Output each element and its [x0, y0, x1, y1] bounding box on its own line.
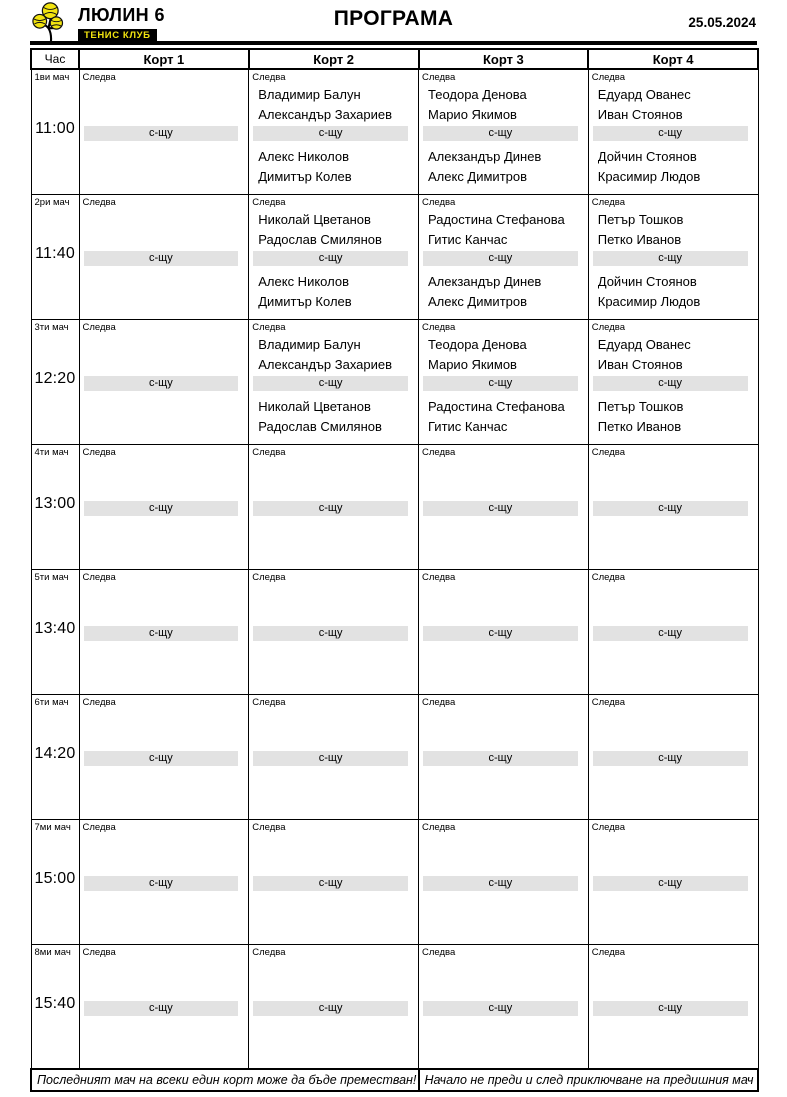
versus-bar: с-щу: [84, 1001, 239, 1016]
time-cell: [31, 319, 79, 444]
match-cell-court-2: [249, 694, 419, 819]
player-name: Дойчин Стоянов: [597, 149, 697, 164]
court-cell-box: [419, 695, 588, 816]
versus-bar: с-щу: [593, 876, 748, 891]
court-cell-box: [80, 195, 249, 316]
match-time: 12:20: [34, 369, 76, 387]
next-label: Следва: [422, 72, 456, 83]
player-name: Едуард Ованес: [597, 336, 691, 352]
court-cell-box: [80, 945, 249, 1066]
court-cell-box: [419, 195, 588, 316]
match-cell-court-2: [249, 194, 419, 319]
match-cell-court-1: [79, 819, 249, 944]
schedule-table: [30, 48, 759, 1092]
team-bottom: [598, 397, 755, 437]
schedule-row-match-3: [31, 319, 758, 444]
team-top: [428, 335, 585, 375]
versus-bar: с-щу: [84, 751, 239, 766]
court-cell-box: [419, 945, 588, 1066]
versus-bar: с-щу: [423, 876, 578, 891]
header-row: [31, 49, 758, 69]
match-cell-court-1: [79, 569, 249, 694]
player-name: Алекзандър Динев: [428, 149, 542, 164]
court-cell-box: [249, 945, 418, 1066]
page-header: [0, 0, 787, 41]
match-time: 13:00: [34, 494, 76, 512]
club-badge: ТЕНИС КЛУБ: [78, 29, 157, 43]
match-label: 8ми мач: [34, 946, 71, 958]
time-cell: [31, 944, 79, 1069]
versus-bar: с-щу: [253, 126, 408, 141]
footer-note-right: Начало не преди и след приключване на предишния мач: [419, 1069, 759, 1091]
versus-bar: с-щу: [593, 251, 748, 266]
match-label: 2ри мач: [34, 196, 70, 208]
versus-bar: с-щу: [253, 376, 408, 391]
time-cell-box: [32, 820, 79, 941]
next-label: Следва: [252, 571, 286, 583]
court-cell-box: [419, 70, 588, 191]
next-label: Следва: [422, 946, 456, 958]
player-name: Димитър Колев: [258, 293, 352, 309]
match-cell-court-3: [419, 694, 589, 819]
player-name: Петър Тошков: [597, 211, 684, 227]
player-name: Радослав Смилянов: [258, 418, 382, 434]
player-name: Владимир Балун: [258, 87, 361, 102]
next-label: Следва: [252, 321, 286, 333]
next-label: Следва: [591, 321, 625, 333]
schedule-row-match-2: [31, 194, 758, 319]
versus-bar: с-щу: [593, 376, 748, 391]
player-name: Николай Цветанов: [258, 398, 371, 414]
next-label: Следва: [422, 321, 456, 333]
versus-bar: с-щу: [253, 751, 408, 766]
player-name: Владимир Балун: [258, 336, 361, 352]
next-label: Следва: [591, 446, 625, 458]
match-cell-court-1: [79, 319, 249, 444]
schedule-date: 25.05.2024: [688, 15, 756, 30]
next-label: Следва: [591, 196, 625, 208]
schedule-row-match-6: [31, 694, 758, 819]
match-label: 7ми мач: [34, 821, 71, 833]
team-bottom: [428, 147, 585, 187]
match-label: 5ти мач: [34, 571, 69, 583]
versus-bar: с-щу: [593, 501, 748, 516]
team-top: [598, 85, 755, 125]
match-label: 4ти мач: [34, 446, 69, 458]
footer-row: [31, 1069, 758, 1091]
court-cell-box: [80, 70, 249, 191]
player-name: Дойчин Стоянов: [597, 273, 697, 289]
player-name: Димитър Колев: [258, 169, 352, 184]
schedule-row-match-8: [31, 944, 758, 1069]
match-cell-court-3: [419, 569, 589, 694]
court-cell-box: [419, 570, 588, 691]
versus-bar: с-щу: [253, 501, 408, 516]
court-cell-box: [589, 695, 758, 816]
match-time: 15:00: [34, 869, 76, 887]
versus-bar: с-щу: [84, 876, 239, 891]
match-cell-court-4: [588, 694, 758, 819]
court-cell-box: [249, 70, 418, 191]
match-cell-court-1: [79, 694, 249, 819]
next-label: Следва: [82, 696, 116, 708]
next-label: Следва: [252, 72, 286, 83]
player-name: Алекс Димитров: [428, 293, 528, 309]
match-time: 14:20: [34, 744, 76, 762]
team-top: [258, 85, 415, 125]
player-name: Радослав Смилянов: [258, 231, 382, 247]
versus-bar: с-щу: [253, 876, 408, 891]
time-cell-box: [32, 570, 79, 691]
match-cell-court-3: [419, 319, 589, 444]
next-label: Следва: [252, 696, 286, 708]
team-top: [598, 335, 755, 375]
match-cell-court-2: [249, 944, 419, 1069]
team-bottom: [258, 397, 415, 437]
time-cell-box: [32, 195, 79, 316]
time-cell: [31, 694, 79, 819]
time-cell-box: [32, 695, 79, 816]
match-cell-court-3: [419, 944, 589, 1069]
team-bottom: [598, 147, 755, 187]
team-top: [428, 210, 585, 250]
player-name: Едуард Ованес: [597, 87, 691, 102]
schedule-row-match-5: [31, 569, 758, 694]
match-cell-court-3: [419, 194, 589, 319]
player-name: Александър Захариев: [258, 356, 393, 372]
next-label: Следва: [82, 321, 116, 333]
schedule-row-match-4: [31, 444, 758, 569]
player-name: Алекзандър Динев: [428, 273, 542, 289]
court-cell-box: [419, 320, 588, 441]
time-cell-box: [32, 70, 79, 191]
column-header-court-1: Корт 1: [79, 49, 249, 69]
court-cell-box: [589, 195, 758, 316]
versus-bar: с-щу: [84, 626, 239, 641]
player-name: Радостина Стефанова: [428, 211, 565, 227]
match-time: 15:40: [34, 994, 76, 1012]
schedule-row-match-7: [31, 819, 758, 944]
match-label: 1ви мач: [34, 72, 70, 83]
next-label: Следва: [422, 571, 456, 583]
time-cell: [31, 819, 79, 944]
time-cell-box: [32, 945, 79, 1066]
match-cell-court-2: [249, 319, 419, 444]
versus-bar: с-щу: [593, 1001, 748, 1016]
team-top: [258, 210, 415, 250]
time-cell-box: [32, 320, 79, 441]
match-cell-court-3: [419, 819, 589, 944]
versus-bar: с-щу: [84, 376, 239, 391]
match-cell-court-4: [588, 819, 758, 944]
match-cell-court-3: [419, 444, 589, 569]
next-label: Следва: [82, 571, 116, 583]
court-cell-box: [589, 445, 758, 566]
footer-note-left: Последният мач на всеки един корт може да бъде преместван!: [31, 1069, 419, 1091]
player-name: Петър Тошков: [597, 398, 684, 414]
player-name: Марио Якимов: [428, 356, 517, 372]
next-label: Следва: [82, 446, 116, 458]
page-title: ПРОГРАМА: [333, 7, 454, 30]
time-cell: [31, 69, 79, 194]
court-cell-box: [249, 195, 418, 316]
court-cell-box: [589, 320, 758, 441]
next-label: Следва: [82, 821, 116, 833]
team-top: [258, 335, 415, 375]
player-name: Иван Стоянов: [597, 107, 683, 122]
versus-bar: с-щу: [84, 126, 239, 141]
next-label: Следва: [422, 821, 456, 833]
versus-bar: с-щу: [423, 1001, 578, 1016]
match-cell-court-1: [79, 444, 249, 569]
match-cell-court-4: [588, 69, 758, 194]
player-name: Красимир Людов: [597, 293, 701, 309]
player-name: Теодора Денова: [428, 336, 527, 352]
court-cell-box: [589, 70, 758, 191]
match-cell-court-2: [249, 819, 419, 944]
next-label: Следва: [591, 72, 625, 83]
court-cell-box: [249, 320, 418, 441]
team-top: [598, 210, 755, 250]
column-header-time: Час: [31, 49, 79, 69]
versus-bar: с-щу: [423, 126, 578, 141]
court-cell-box: [419, 820, 588, 941]
team-top: [428, 85, 585, 125]
match-cell-court-4: [588, 319, 758, 444]
court-cell-box: [589, 820, 758, 941]
match-time: 13:40: [34, 619, 76, 637]
court-cell-box: [80, 570, 249, 691]
player-name: Красимир Людов: [597, 169, 701, 184]
match-cell-court-2: [249, 569, 419, 694]
next-label: Следва: [591, 571, 625, 583]
player-name: Иван Стоянов: [597, 356, 683, 372]
match-label: 3ти мач: [34, 321, 69, 333]
next-label: Следва: [82, 72, 116, 83]
column-header-court-2: Корт 2: [249, 49, 419, 69]
next-label: Следва: [422, 196, 456, 208]
next-label: Следва: [82, 946, 116, 958]
versus-bar: с-щу: [84, 501, 239, 516]
court-cell-box: [419, 445, 588, 566]
versus-bar: с-щу: [253, 1001, 408, 1016]
player-name: Гитис Канчас: [428, 418, 508, 434]
match-time: 11:00: [35, 120, 75, 137]
next-label: Следва: [252, 446, 286, 458]
match-cell-court-1: [79, 194, 249, 319]
match-time: 11:40: [35, 244, 75, 262]
versus-bar: с-щу: [593, 626, 748, 641]
versus-bar: с-щу: [423, 751, 578, 766]
player-name: Алекс Николов: [258, 149, 349, 164]
match-cell-court-1: [79, 944, 249, 1069]
column-header-court-4: Корт 4: [588, 49, 758, 69]
player-name: Гитис Канчас: [428, 231, 508, 247]
match-cell-court-2: [249, 444, 419, 569]
next-label: Следва: [252, 196, 286, 208]
match-cell-court-4: [588, 944, 758, 1069]
team-bottom: [598, 272, 755, 312]
next-label: Следва: [591, 821, 625, 833]
player-name: Теодора Денова: [428, 87, 527, 102]
court-cell-box: [589, 945, 758, 1066]
match-cell-court-1: [79, 69, 249, 194]
team-bottom: [428, 272, 585, 312]
club-name: ЛЮЛИН 6: [78, 5, 165, 25]
player-name: Марио Якимов: [428, 107, 517, 122]
versus-bar: с-щу: [423, 501, 578, 516]
player-name: Александър Захариев: [258, 107, 393, 122]
match-cell-court-4: [588, 569, 758, 694]
match-cell-court-3: [419, 69, 589, 194]
versus-bar: с-щу: [423, 376, 578, 391]
versus-bar: с-щу: [253, 626, 408, 641]
court-cell-box: [249, 695, 418, 816]
team-bottom: [428, 397, 585, 437]
next-label: Следва: [422, 446, 456, 458]
team-bottom: [258, 272, 415, 312]
next-label: Следва: [82, 196, 116, 208]
court-cell-box: [80, 445, 249, 566]
next-label: Следва: [252, 821, 286, 833]
player-name: Петко Иванов: [597, 418, 682, 434]
player-name: Николай Цветанов: [258, 211, 371, 227]
court-cell-box: [80, 320, 249, 441]
column-header-court-3: Корт 3: [419, 49, 589, 69]
court-cell-box: [249, 820, 418, 941]
versus-bar: с-щу: [593, 126, 748, 141]
schedule-row-match-1: [31, 69, 758, 194]
player-name: Алекс Димитров: [428, 169, 528, 184]
match-cell-court-4: [588, 444, 758, 569]
versus-bar: с-щу: [253, 251, 408, 266]
player-name: Радостина Стефанова: [428, 398, 565, 414]
court-cell-box: [589, 570, 758, 691]
next-label: Следва: [422, 696, 456, 708]
court-cell-box: [80, 820, 249, 941]
match-label: 6ти мач: [34, 696, 69, 708]
time-cell-box: [32, 445, 79, 566]
court-cell-box: [249, 445, 418, 566]
court-cell-box: [80, 695, 249, 816]
match-cell-court-2: [249, 69, 419, 194]
next-label: Следва: [591, 946, 625, 958]
time-cell: [31, 569, 79, 694]
versus-bar: с-щу: [423, 626, 578, 641]
time-cell: [31, 444, 79, 569]
team-bottom: [258, 147, 415, 187]
court-cell-box: [249, 570, 418, 691]
versus-bar: с-щу: [423, 251, 578, 266]
match-cell-court-4: [588, 194, 758, 319]
next-label: Следва: [591, 696, 625, 708]
player-name: Петко Иванов: [597, 231, 682, 247]
versus-bar: с-щу: [84, 251, 239, 266]
versus-bar: с-щу: [593, 751, 748, 766]
player-name: Алекс Николов: [258, 273, 349, 289]
time-cell: [31, 194, 79, 319]
next-label: Следва: [252, 946, 286, 958]
